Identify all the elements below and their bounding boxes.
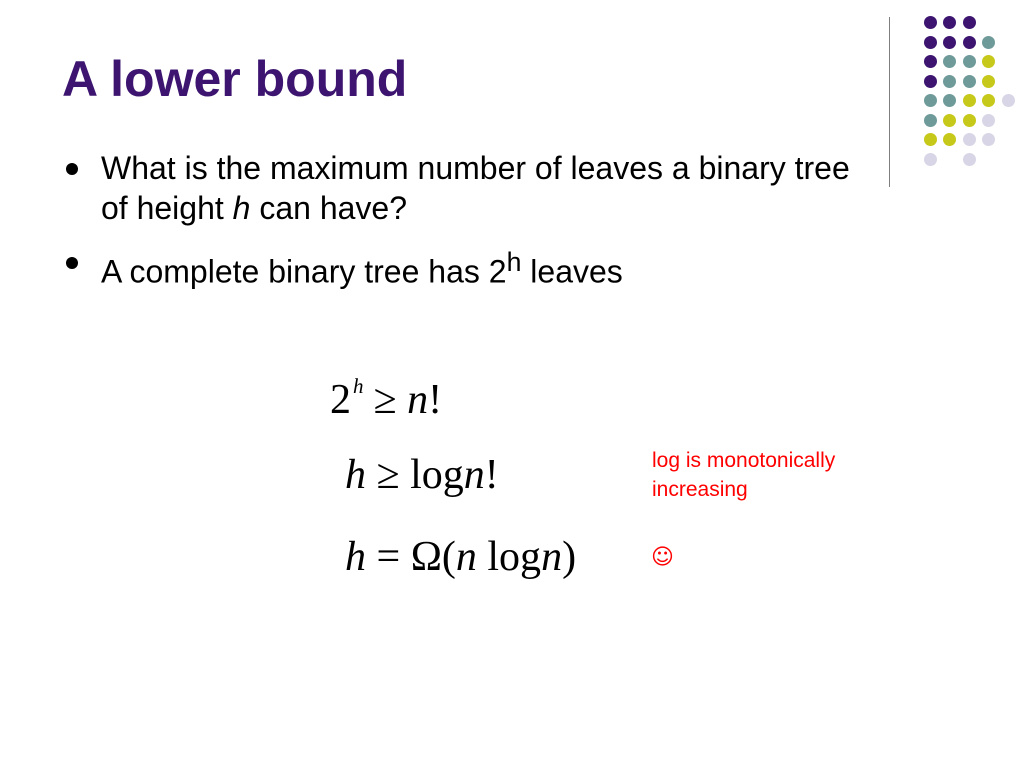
bullet-text-before: What is the maximum number of leaves a binary tree of height	[101, 150, 850, 226]
eq3-operator: =	[376, 534, 401, 580]
decor-dot	[924, 94, 937, 107]
bullet-dot-icon	[66, 257, 78, 269]
eq1-exponent: h	[353, 374, 364, 398]
eq1-var: n	[407, 377, 429, 423]
eq3-omega: Ω(	[410, 534, 456, 580]
decor-dot	[963, 16, 976, 29]
decor-dot	[1002, 94, 1015, 107]
eq1-tail: !	[428, 377, 443, 423]
decor-dot	[963, 114, 976, 127]
bullet-list	[60, 148, 860, 306]
eq3-close: )	[562, 534, 577, 580]
decor-dot	[943, 75, 956, 88]
decor-dot	[963, 36, 976, 49]
decor-dot	[924, 55, 937, 68]
bullet-text-after: can have?	[250, 190, 408, 226]
decor-dot	[943, 36, 956, 49]
eq3-var2: n	[541, 534, 563, 580]
decor-dot	[924, 75, 937, 88]
decor-dot	[982, 133, 995, 146]
bullet-text-after: leaves	[521, 253, 623, 290]
eq3-lhs: h	[345, 534, 366, 580]
decor-dot	[943, 114, 956, 127]
decor-dot	[943, 94, 956, 107]
decor-dot	[943, 16, 956, 29]
eq2-tail: !	[484, 452, 499, 498]
equation-line-1	[330, 374, 442, 424]
equation-line-3	[345, 533, 576, 581]
bullet-dot-icon	[66, 163, 78, 175]
decor-dot	[924, 133, 937, 146]
decor-dot	[982, 114, 995, 127]
bullet-item	[60, 242, 860, 292]
bullet-italic-var: h	[232, 190, 251, 226]
decor-dot	[982, 36, 995, 49]
eq2-operator: ≥	[376, 452, 400, 498]
decor-dot	[982, 55, 995, 68]
decor-dot	[963, 55, 976, 68]
decor-dot	[963, 75, 976, 88]
equation-line-2	[345, 451, 499, 499]
decor-dot	[924, 153, 937, 166]
slide-title: A lower bound	[62, 51, 408, 107]
eq1-base: 2	[330, 377, 351, 423]
eq3-var1: n	[455, 534, 477, 580]
eq2-var: n	[463, 452, 485, 498]
decor-dot	[943, 55, 956, 68]
annotation-note: log is monotonically increasing	[652, 449, 836, 501]
smiley-icon: ☺	[651, 545, 674, 570]
bullet-item	[60, 148, 860, 228]
decor-dot	[924, 114, 937, 127]
decor-dot	[943, 133, 956, 146]
eq2-func: log	[410, 452, 464, 498]
decor-dot	[963, 133, 976, 146]
bullet-text-before: A complete binary tree has 2	[101, 253, 507, 290]
decor-dot	[982, 75, 995, 88]
decor-dot	[924, 16, 937, 29]
eq2-lhs: h	[345, 452, 366, 498]
decor-dot	[963, 153, 976, 166]
eq1-operator: ≥	[373, 377, 397, 423]
decor-dot	[963, 94, 976, 107]
decor-dot	[924, 36, 937, 49]
decor-dot	[982, 94, 995, 107]
eq3-func: log	[487, 534, 542, 580]
bullet-superscript: h	[506, 247, 522, 277]
